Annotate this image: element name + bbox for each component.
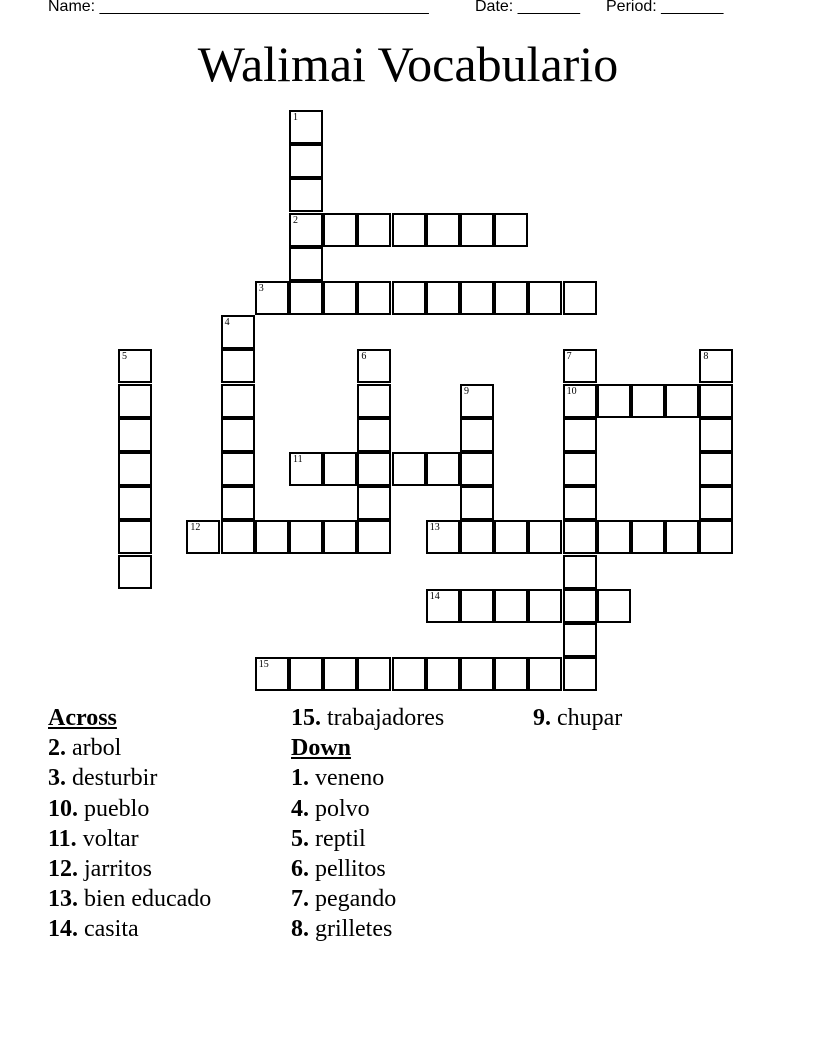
crossword-cell[interactable]	[426, 281, 460, 315]
clue-across	[291, 703, 444, 733]
crossword-cell[interactable]	[426, 589, 460, 623]
clue-number: 8.	[291, 916, 309, 943]
crossword-cell[interactable]	[665, 520, 699, 554]
clue-text: trabajadores	[327, 705, 445, 731]
cell-number: 11	[293, 454, 303, 465]
crossword-cell[interactable]	[528, 589, 562, 623]
crossword-cell[interactable]	[357, 520, 391, 554]
clue-number: 15.	[291, 705, 321, 731]
crossword-cell[interactable]	[323, 213, 357, 247]
crossword-cell[interactable]	[631, 384, 665, 418]
clue-down	[291, 794, 444, 824]
crossword-cell[interactable]	[699, 349, 733, 383]
crossword-cell[interactable]	[357, 418, 391, 452]
cell-number: 6	[361, 351, 367, 363]
clue-text: pueblo	[84, 795, 150, 822]
clue-text: casita	[84, 916, 139, 943]
crossword-cell[interactable]	[460, 452, 494, 486]
crossword-cell[interactable]	[563, 657, 597, 691]
crossword-cell[interactable]	[528, 657, 562, 691]
clue-number: 2.	[48, 735, 66, 762]
cell-number: 13	[429, 522, 440, 534]
crossword-cell[interactable]	[186, 520, 220, 554]
crossword-cell[interactable]	[255, 657, 289, 691]
crossword-cell[interactable]	[699, 520, 733, 554]
clue-down	[291, 763, 444, 793]
crossword-cell[interactable]	[221, 486, 255, 520]
crossword-cell[interactable]	[494, 213, 528, 247]
crossword-cell[interactable]	[392, 213, 426, 247]
crossword-cell[interactable]	[255, 281, 289, 315]
clue-number: 1.	[291, 765, 309, 792]
clue-text: chupar	[557, 705, 623, 731]
crossword-cell[interactable]	[323, 281, 357, 315]
cell-number: 8	[703, 351, 709, 363]
clue-text: bien educado	[84, 886, 212, 913]
crossword-cell[interactable]	[528, 520, 562, 554]
cell-number: 7	[566, 351, 572, 363]
cell-number: 3	[258, 283, 264, 294]
crossword-cell[interactable]	[357, 486, 391, 520]
crossword-cell[interactable]	[323, 452, 357, 486]
cell-number: 12	[190, 522, 201, 534]
crossword-cell[interactable]	[460, 657, 494, 691]
crossword-cell[interactable]	[221, 349, 255, 383]
crossword-cell[interactable]	[563, 486, 597, 520]
crossword-cell[interactable]	[460, 213, 494, 247]
crossword-cell[interactable]	[563, 418, 597, 452]
crossword-cell[interactable]	[118, 349, 152, 383]
clue-down	[291, 914, 444, 944]
crossword-cell[interactable]	[563, 281, 597, 315]
crossword-cell[interactable]	[289, 178, 323, 212]
crossword-cell[interactable]	[323, 657, 357, 691]
clue-down	[291, 854, 444, 884]
crossword-cell[interactable]	[699, 418, 733, 452]
crossword-cell[interactable]	[699, 452, 733, 486]
clue-text: polvo	[315, 795, 370, 822]
clue-across	[48, 794, 211, 824]
clue-text: pegando	[315, 886, 397, 913]
crossword-cell[interactable]	[460, 589, 494, 623]
crossword-cell[interactable]	[563, 623, 597, 657]
crossword-cell[interactable]	[289, 247, 323, 281]
crossword-cell[interactable]	[118, 555, 152, 589]
cell-number: 10	[566, 385, 577, 397]
cell-number: 9	[464, 385, 469, 397]
clue-across	[48, 733, 211, 763]
crossword-cell[interactable]	[426, 452, 460, 486]
crossword-cell[interactable]	[289, 144, 323, 178]
clue-across	[48, 854, 211, 884]
crossword-cell[interactable]	[528, 281, 562, 315]
name-field: Name: _____________________________________	[48, 0, 429, 15]
clue-number: 14.	[48, 916, 78, 943]
crossword-cell[interactable]	[426, 657, 460, 691]
crossword-cell[interactable]	[289, 452, 323, 486]
across-heading: Across	[48, 705, 117, 731]
crossword-cell[interactable]	[426, 213, 460, 247]
crossword-cell[interactable]	[357, 349, 391, 383]
crossword-cell[interactable]	[563, 349, 597, 383]
clue-text: voltar	[82, 825, 139, 852]
crossword-cell[interactable]	[392, 281, 426, 315]
crossword-cell[interactable]	[494, 281, 528, 315]
crossword-cell[interactable]	[289, 213, 323, 247]
clue-number: 3.	[48, 765, 66, 792]
clue-column-2	[291, 703, 444, 945]
clue-across	[48, 763, 211, 793]
crossword-cell[interactable]	[460, 384, 494, 418]
cell-number: 14	[429, 590, 440, 602]
clue-column-1	[48, 703, 211, 945]
crossword-cell[interactable]	[563, 589, 597, 623]
down-heading: Down	[291, 735, 352, 762]
crossword-cell[interactable]	[118, 418, 152, 452]
date-field: Date: _______	[475, 0, 580, 15]
clue-number: 4.	[291, 795, 309, 822]
clue-text: jarritos	[84, 856, 152, 883]
crossword-cell[interactable]	[392, 452, 426, 486]
crossword-cell[interactable]	[357, 213, 391, 247]
crossword-cell[interactable]	[118, 452, 152, 486]
clue-text: reptil	[315, 825, 366, 852]
crossword-cell[interactable]	[460, 281, 494, 315]
crossword-cell[interactable]	[392, 657, 426, 691]
crossword-cell[interactable]	[221, 418, 255, 452]
crossword-cell[interactable]	[289, 110, 323, 144]
crossword-cell[interactable]	[494, 589, 528, 623]
crossword-cell[interactable]	[118, 520, 152, 554]
clue-across	[48, 824, 211, 854]
clue-text: grilletes	[315, 916, 393, 943]
clue-number: 7.	[291, 886, 309, 913]
clue-across	[48, 884, 211, 914]
cell-number: 15	[258, 659, 269, 671]
crossword-cell[interactable]	[357, 657, 391, 691]
clue-number: 11.	[48, 825, 77, 852]
crossword-cell[interactable]	[255, 520, 289, 554]
clue-text: pellitos	[315, 856, 386, 883]
crossword-cell[interactable]	[563, 384, 597, 418]
clue-down	[533, 703, 622, 733]
crossword-cell[interactable]	[494, 657, 528, 691]
crossword-cell[interactable]	[221, 315, 255, 349]
crossword-cell[interactable]	[597, 589, 631, 623]
clue-number: 9.	[533, 705, 551, 731]
crossword-cell[interactable]	[357, 281, 391, 315]
clue-column-3	[533, 703, 622, 733]
crossword-cell[interactable]	[221, 384, 255, 418]
clue-number: 5.	[291, 825, 309, 852]
clue-down	[291, 824, 444, 854]
crossword-cell[interactable]	[597, 520, 631, 554]
crossword-cell[interactable]	[289, 281, 323, 315]
crossword-cell[interactable]	[563, 555, 597, 589]
clue-number: 6.	[291, 856, 309, 883]
clue-number: 13.	[48, 886, 78, 913]
crossword-cell[interactable]	[118, 486, 152, 520]
cell-number: 4	[224, 317, 230, 329]
crossword-cell[interactable]	[699, 486, 733, 520]
crossword-cell[interactable]	[460, 486, 494, 520]
cell-number: 5	[122, 351, 127, 363]
clue-text: desturbir	[72, 765, 158, 792]
clue-across	[48, 914, 211, 944]
crossword-cell[interactable]	[665, 384, 699, 418]
period-field: Period: _______	[606, 0, 724, 15]
crossword-cell[interactable]	[357, 452, 391, 486]
crossword-cell[interactable]	[597, 384, 631, 418]
clue-number: 12.	[48, 856, 78, 883]
crossword-cell[interactable]	[563, 520, 597, 554]
crossword-cell[interactable]	[426, 520, 460, 554]
crossword-cell[interactable]	[289, 520, 323, 554]
cell-number: 1	[293, 112, 298, 123]
crossword-cell[interactable]	[631, 520, 665, 554]
clue-text: veneno	[315, 765, 385, 792]
clue-text: arbol	[72, 735, 122, 762]
crossword-cell[interactable]	[118, 384, 152, 418]
crossword-cell[interactable]	[221, 520, 255, 554]
crossword-cell[interactable]	[323, 520, 357, 554]
clue-down	[291, 884, 444, 914]
crossword-cell[interactable]	[221, 452, 255, 486]
cell-number: 2	[293, 214, 298, 226]
crossword-cell[interactable]	[357, 384, 391, 418]
crossword-cell[interactable]	[563, 452, 597, 486]
crossword-cell[interactable]	[289, 657, 323, 691]
page-title: Walimai Vocabulario	[197, 36, 619, 92]
crossword-cell[interactable]	[699, 384, 733, 418]
crossword-cell[interactable]	[460, 418, 494, 452]
clue-number: 10.	[48, 795, 78, 822]
crossword-cell[interactable]	[494, 520, 528, 554]
crossword-cell[interactable]	[460, 520, 494, 554]
